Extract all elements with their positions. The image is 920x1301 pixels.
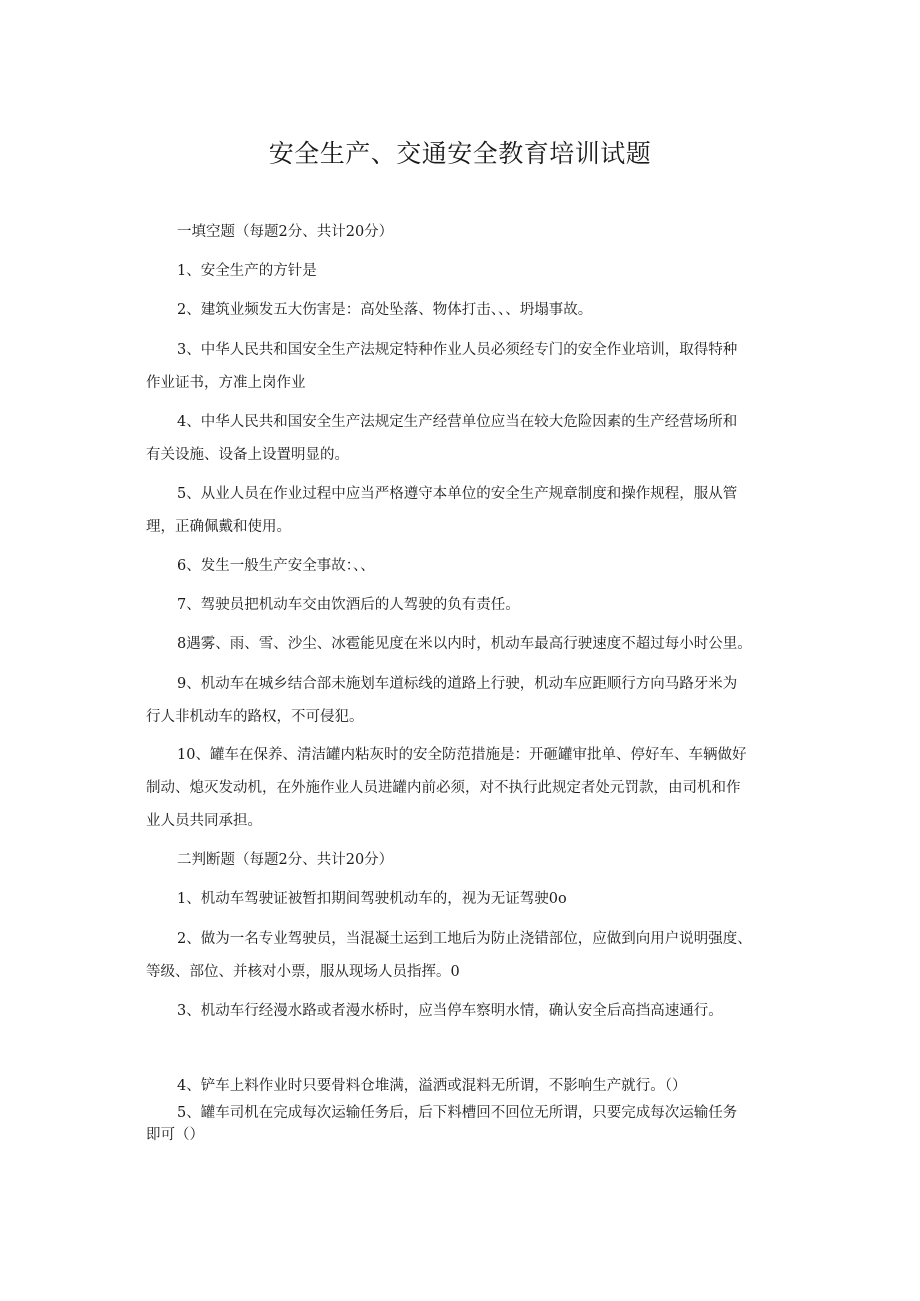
question-1-6: 6、发生一般生产安全事故：、、 [177,558,375,574]
question-1-5-line-2: 理，正确佩戴和使用。 [146,519,291,535]
question-1-3-line-1: 3、中华人民共和国安全生产法规定特种作业人员必须经专门的安全作业培训，取得特种 [177,342,738,358]
question-2-5-line-1: 5、罐车司机在完成每次运输任务后，后下料槽回不回位无所谓，只要完成每次运输任务 [177,1105,738,1121]
question-1-4-line-1: 4、中华人民共和国安全生产法规定生产经营单位应当在较大危险因素的生产经营场所和 [177,414,738,430]
question-1-4-line-2: 有关设施、设备上设置明显的。 [146,447,349,463]
question-2-2-line-2: 等级、部位、并核对小票，服从现场人员指挥。0 [146,964,460,980]
section-heading-fill-blank: 一填空题（每题2分、共计20分） [177,224,394,240]
question-1-3-line-2: 作业证书，方准上岗作业 [146,375,306,391]
question-1-2: 2、建筑业频发五大伤害是：高处坠落、物体打击、、、坍塌事故。 [177,302,593,318]
question-2-5-line-2: 即可（） [146,1127,204,1143]
question-1-10-line-1: 10、罐车在保养、清洁罐内粘灰时的安全防范措施是：开砸罐审批单、停好车、车辆做好 [177,747,747,763]
question-2-2-line-1: 2、做为一名专业驾驶员，当混凝土运到工地后为防止浇错部位，应做到向用户说明强度、 [177,931,752,947]
question-1-9-line-2: 行人非机动车的路权，不可侵犯。 [146,709,364,725]
question-2-1: 1、机动车驾驶证被暂扣期间驾驶机动车的，视为无证驾驶0o [177,891,567,907]
question-2-3: 3、机动车行经漫水路或者漫水桥时，应当停车察明水情，确认安全后高挡高速通行。 [177,1003,723,1019]
question-1-8: 8遇雾、雨、雪、沙尘、冰雹能见度在米以内时，机动车最高行驶速度不超过每小时公里。 [177,636,752,652]
question-2-4: 4、铲车上料作业时只要骨料仓堆满，溢洒或混料无所谓，不影响生产就行。（） [177,1078,687,1094]
section-heading-true-false: 二判断题（每题2分、共计20分） [177,852,394,868]
question-1-1: 1、安全生产的方针是 [177,263,317,279]
question-1-7: 7、驾驶员把机动车交由饮酒后的人驾驶的负有责任。 [177,597,520,613]
question-1-10-line-2: 制动、熄灭发动机，在外施作业人员进罐内前必须，对不执行此规定者处元罚款，由司机和作 [146,780,741,796]
page-title: 安全生产、交通安全教育培训试题 [268,139,652,168]
question-1-5-line-1: 5、从业人员在作业过程中应当严格遵守本单位的安全生产规章制度和操作规程，服从管 [177,486,738,502]
question-1-9-line-1: 9、机动车在城乡结合部未施划车道标线的道路上行驶，机动车应距顺行方向马路牙米为 [177,676,738,692]
question-1-10-line-3: 业人员共同承担。 [146,813,262,829]
